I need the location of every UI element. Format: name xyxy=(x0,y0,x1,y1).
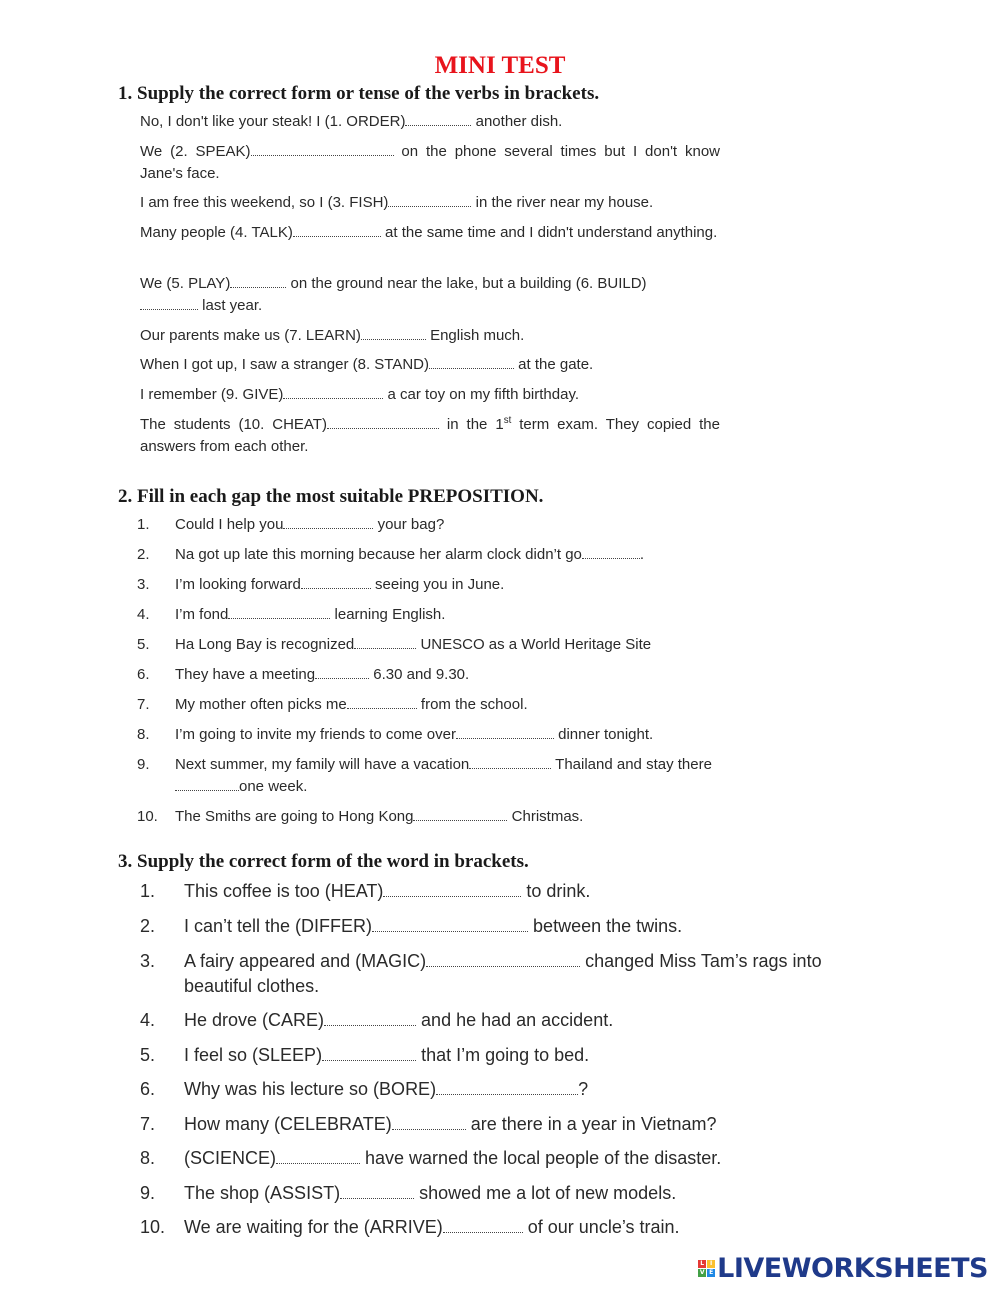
section2-heading: 2. Fill in each gap the most suitable PREPOSITION. xyxy=(118,486,544,507)
answer-blank[interactable] xyxy=(456,725,554,740)
answer-blank[interactable] xyxy=(175,777,239,792)
answer-blank[interactable] xyxy=(392,1113,466,1130)
answer-blank[interactable] xyxy=(405,112,471,127)
answer-blank[interactable] xyxy=(372,915,528,932)
answer-blank[interactable] xyxy=(347,695,417,710)
answer-blank[interactable] xyxy=(443,1216,523,1233)
s1-item-2: We (2. SPEAK) on the phone several times but I don't know Jane's face. xyxy=(140,143,721,182)
section3-heading: 3. Supply the correct form of the word in brackets. xyxy=(118,851,529,872)
answer-blank[interactable] xyxy=(354,635,416,650)
answer-blank[interactable] xyxy=(276,1147,360,1164)
s1-item-9: The students (10. CHEAT) in the 1st term exam. They copied the answers from each other. xyxy=(140,415,720,455)
s3-item-8: 8. (SCIENCE) have warned the local people of the disaster. xyxy=(140,1148,722,1168)
answer-blank[interactable] xyxy=(327,415,439,430)
s2-item-10: 10. The Smiths are going to Hong Kong Christmas. xyxy=(137,808,584,825)
answer-blank[interactable] xyxy=(283,515,373,530)
s1-item-6: Our parents make us (7. LEARN) English much. xyxy=(140,327,525,344)
logo-badge: L I V E xyxy=(699,1259,714,1276)
answer-blank[interactable] xyxy=(140,296,198,311)
answer-blank[interactable] xyxy=(283,385,383,400)
liveworksheets-logo xyxy=(698,1253,988,1283)
answer-blank[interactable] xyxy=(230,274,286,289)
s2-item-8: 8. I’m going to invite my friends to come over dinner tonight. xyxy=(137,726,654,743)
s2-item-1: 1. Could I help you your bag? xyxy=(137,516,445,533)
s2-item-6: 6. They have a meeting 6.30 and 9.30. xyxy=(137,666,470,683)
s3-item-6: 6. Why was his lecture so (BORE) ? xyxy=(140,1079,589,1099)
s2-item-7: 7. My mother often picks me from the school. xyxy=(137,696,528,713)
answer-blank[interactable] xyxy=(388,193,471,208)
page-title: MINI TEST xyxy=(434,52,566,79)
s1-item-5: We (5. PLAY) on the ground near the lake, but a building (6. BUILD) last year. xyxy=(140,275,647,314)
s3-item-4: 4. He drove (CARE) and he had an accident. xyxy=(140,1010,614,1030)
s3-item-9: 9. The shop (ASSIST) showed me a lot of new models. xyxy=(140,1183,677,1203)
answer-blank[interactable] xyxy=(383,880,521,897)
s1-item-7: When I got up, I saw a stranger (8. STAND) at the gate. xyxy=(140,356,594,373)
answer-blank[interactable] xyxy=(413,807,507,822)
answer-blank[interactable] xyxy=(322,1044,416,1061)
answer-blank[interactable] xyxy=(315,665,369,680)
s2-item-5: 5. Ha Long Bay is recognized UNESCO as a World Heritage Site xyxy=(137,636,652,653)
answer-blank[interactable] xyxy=(582,545,640,560)
answer-blank[interactable] xyxy=(293,223,381,238)
answer-blank[interactable] xyxy=(228,605,330,620)
s1-item-3: I am free this weekend, so I (3. FISH) in the river near my house. xyxy=(140,194,654,211)
s2-item-4: 4. I’m fond learning English. xyxy=(137,606,446,623)
answer-blank[interactable] xyxy=(361,326,426,341)
section1-heading: 1. Supply the correct form or tense of the verbs in brackets. xyxy=(118,83,600,104)
s3-item-2: 2. I can’t tell the (DIFFER) between the twins. xyxy=(140,916,683,936)
answer-blank[interactable] xyxy=(340,1182,414,1199)
s2-item-2: 2. Na got up late this morning because her alarm clock didn’t go . xyxy=(137,546,645,563)
s3-item-1: 1. This coffee is too (HEAT) to drink. xyxy=(140,881,591,901)
s1-item-8: I remember (9. GIVE) a car toy on my fifth birthday. xyxy=(140,386,580,403)
s1-item-4: Many people (4. TALK) at the same time and I didn't understand anything. xyxy=(140,224,718,241)
answer-blank[interactable] xyxy=(301,575,371,590)
s2-item-3: 3. I’m looking forward seeing you in June. xyxy=(137,576,505,593)
s3-item-5: 5. I feel so (SLEEP) that I’m going to bed. xyxy=(140,1045,590,1065)
answer-blank[interactable] xyxy=(426,950,580,967)
logo-wordmark: LIVEWORKSHEETS xyxy=(717,1252,988,1284)
answer-blank[interactable] xyxy=(436,1078,578,1095)
s1-item-1: No, I don't like your steak! I (1. ORDER) another dish. xyxy=(140,113,563,130)
answer-blank[interactable] xyxy=(429,355,514,370)
s3-item-10: 10. We are waiting for the (ARRIVE) of our uncle’s train. xyxy=(140,1217,680,1237)
answer-blank[interactable] xyxy=(469,755,551,770)
answer-blank[interactable] xyxy=(324,1009,416,1026)
s2-item-9: 9. Next summer, my family will have a vacation Thailand and stay there one week. xyxy=(137,756,712,795)
s3-item-3: 3. A fairy appeared and (MAGIC) changed Miss Tam’s rags into beautiful clothes. xyxy=(140,951,822,996)
s3-item-7: 7. How many (CELEBRATE) are there in a year in Vietnam? xyxy=(140,1114,717,1134)
answer-blank[interactable] xyxy=(251,142,394,157)
